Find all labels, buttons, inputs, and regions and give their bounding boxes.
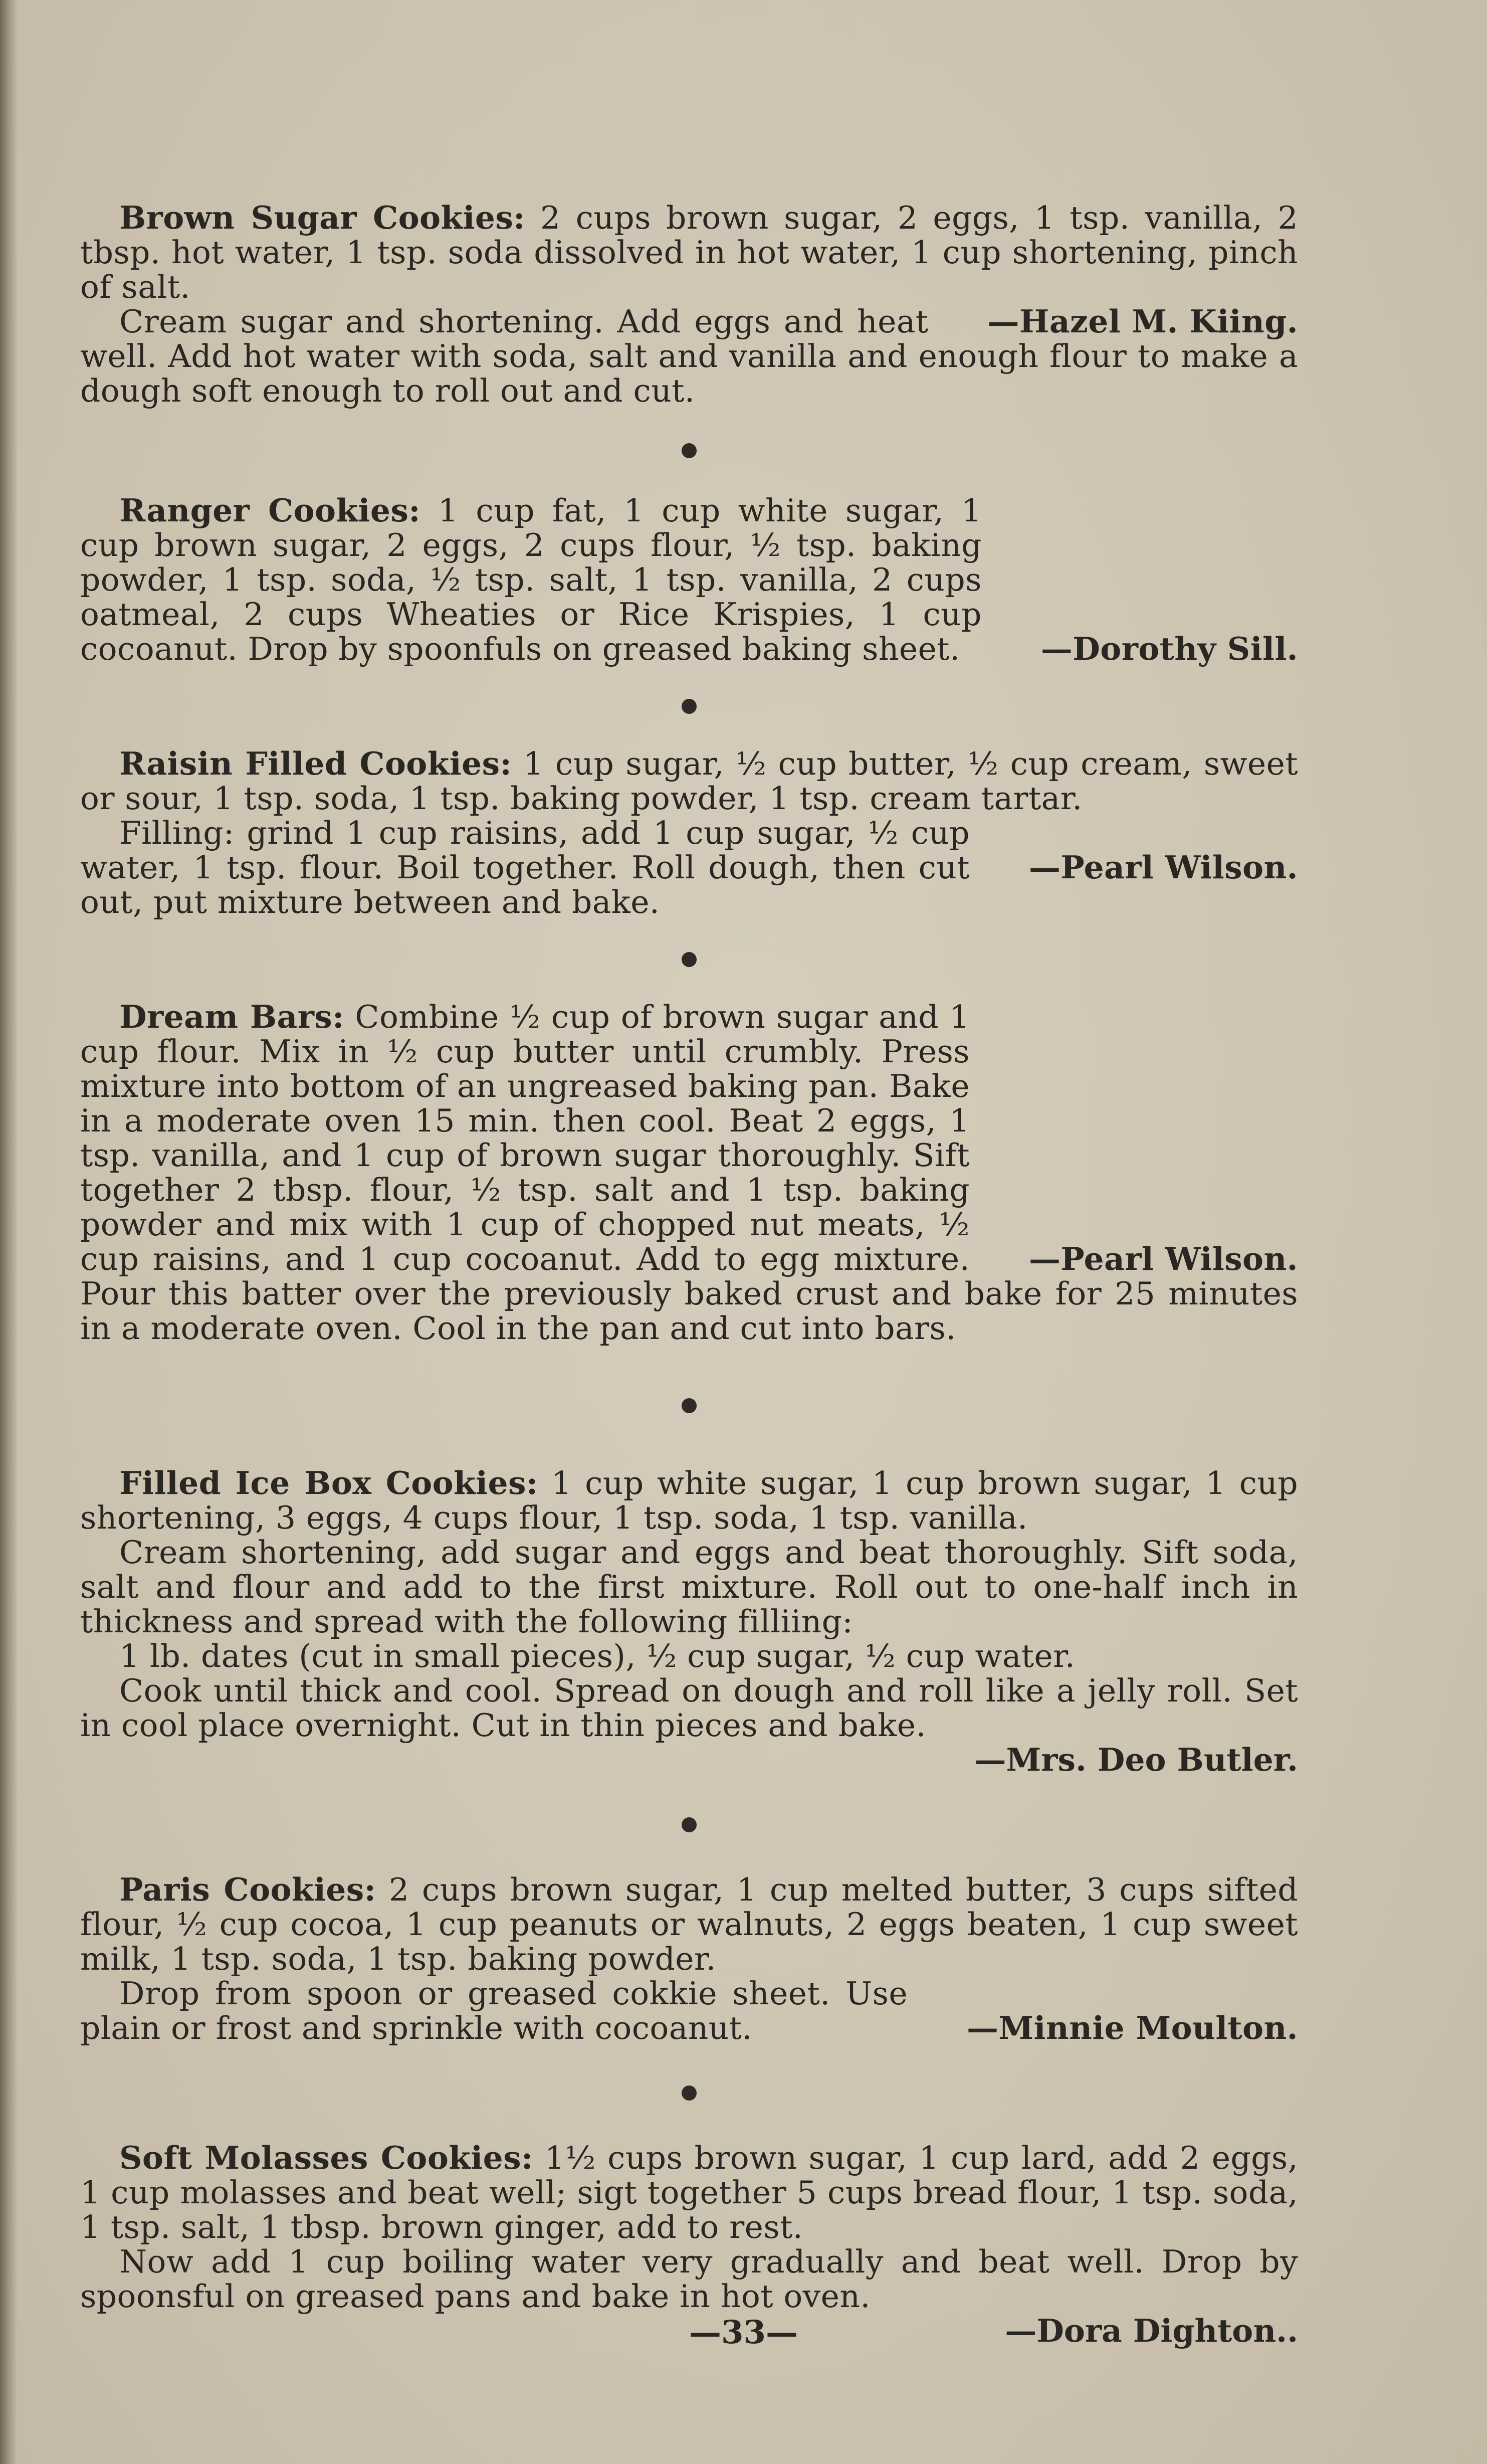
recipe-author: —Dorothy Sill. xyxy=(1040,630,1298,667)
recipe-ingredients: Soft Molasses Cookies: 1½ cups brown sugar, 1 cup lard, add 2 eggs, 1 cup molasses and beat well; sigt together 5 cups bread flour, 1 tsp. soda, 1 tsp. salt, 1 tbsp. brown ginger, add to rest. xyxy=(80,2139,1298,2245)
recipe-title: Filled Ice Box Cookies: xyxy=(119,1464,538,1501)
recipe-author: —Pearl Wilson. xyxy=(1029,849,1298,886)
recipe-ingredients: —Pearl Wilson. Dream Bars: Combine ½ cup of brown sugar and 1 cup flour. Mix in ½ cup butter until crumbly. Press mixture into bottom of an ungreased baking pan. Bake in a moderate oven 15 min. then cool. Beat 2 eggs, 1 tsp. vanilla, and 1 cup of brown sugar thoroughly. Sift together 2 tbsp. flour, ½ tsp. salt and 1 tsp. baking powder and mix with 1 cup of chopped nut meats, ½ cup raisins, and 1 cup cocoanut. Add to egg mixture. Pour this batter over the previously baked crust and bake for 25 minutes in a moderate oven. Cool in the pan and cut into bars. xyxy=(80,998,1298,1347)
recipe-directions: Now add 1 cup boiling water very gradually and beat well. Drop by spoonsful on greased pans and bake in hot oven. xyxy=(80,2243,1298,2315)
recipe-raisin-filled-cookies xyxy=(80,746,1298,919)
recipe-ingredients: Filled Ice Box Cookies: 1 cup white sugar, 1 cup brown sugar, 1 cup shortening, 3 eggs, 4 cups flour, 1 tsp. soda, 1 tsp. vanilla. xyxy=(80,1464,1298,1536)
recipe-ingredients: Paris Cookies: 2 cups brown sugar, 1 cup melted butter, 3 cups sifted flour, ½ cup cocoa, 1 cup peanuts or walnuts, 2 eggs beaten, 1 cup sweet milk, 1 tsp. soda, 1 tsp. baking powder. xyxy=(80,1871,1298,1977)
recipe-divider xyxy=(80,1346,1298,1466)
recipe-divider xyxy=(80,919,1298,1000)
recipe-directions: —Pearl Wilson. Filling: grind 1 cup raisins, add 1 cup sugar, ½ cup water, 1 tsp. flour. Boil together. Roll dough, then cut out, put mixture between and bake. xyxy=(80,815,1298,920)
recipe-divider xyxy=(80,408,1298,493)
page-number: —33— xyxy=(689,2314,798,2351)
recipe-title: Soft Molasses Cookies: xyxy=(119,2139,533,2176)
recipe-directions: —Hazel M. Kiing. Cream sugar and shortening. Add eggs and heat well. Add hot water with soda, salt and vanilla and enough flour to make a dough soft enough to roll out and cut. xyxy=(80,303,1298,409)
recipe-brown-sugar-cookies xyxy=(80,201,1298,408)
recipe-ranger-cookies xyxy=(80,493,1298,666)
recipe-directions: —Minnie Moulton. Drop from spoon or greased cokkie sheet. Use plain or frost and sprinkle with cocoanut. xyxy=(80,1975,1298,2046)
recipe-list xyxy=(80,201,1298,2348)
bullet-dot-icon xyxy=(682,443,697,458)
recipe-author: —Pearl Wilson. xyxy=(1029,1240,1298,1277)
bullet-dot-icon xyxy=(682,952,697,967)
recipe-dream-bars xyxy=(80,1000,1298,1346)
recipe-author: —Hazel M. Kiing. xyxy=(987,303,1298,340)
recipe-title: Brown Sugar Cookies: xyxy=(119,199,525,236)
recipe-author: —Mrs. Deo Butler. xyxy=(974,1741,1298,1778)
recipe-ingredients: —Dorothy Sill. Ranger Cookies: 1 cup fat, 1 cup white sugar, 1 cup brown sugar, 2 eggs, 2 cups flour, ½ tsp. baking powder, 1 tsp. soda, ½ tsp. salt, 1 tsp. vanilla, 2 cups oatmeal, 2 cups Wheaties or Rice Krispies, 1 cup cocoanut. Drop by spoonfuls on greased baking sheet. xyxy=(80,492,1298,667)
recipe-title: Ranger Cookies: xyxy=(119,492,420,529)
book-spine-shadow xyxy=(0,0,17,2464)
recipe-divider xyxy=(80,2045,1298,2141)
recipe-title: Raisin Filled Cookies: xyxy=(119,745,512,782)
recipe-ingredients: Brown Sugar Cookies: 2 cups brown sugar, 2 eggs, 1 tsp. vanilla, 2 tbsp. hot water, 1 tsp. soda dissolved in hot water, 1 cup shortening, pinch of salt. xyxy=(80,199,1298,305)
recipe-ingredients: Raisin Filled Cookies: 1 cup sugar, ½ cup butter, ½ cup cream, sweet or sour, 1 tsp. soda, 1 tsp. baking powder, 1 tsp. cream tartar. xyxy=(80,745,1298,817)
bullet-dot-icon xyxy=(682,1398,697,1413)
recipe-author: —Dora Dighton.. xyxy=(1005,2312,1298,2349)
recipe-author: —Minnie Moulton. xyxy=(967,2009,1298,2046)
recipe-paris-cookies xyxy=(80,1872,1298,2045)
bullet-dot-icon xyxy=(682,2086,697,2101)
recipe-directions: 1 lb. dates (cut in small pieces), ½ cup sugar, ½ cup water. xyxy=(119,1638,1076,1674)
recipe-divider xyxy=(80,1777,1298,1872)
recipe-directions: Cream shortening, add sugar and eggs and beat thoroughly. Sift soda, salt and flour and add to the first mixture. Roll out to one-half inch in thickness and spread with the following filliing: xyxy=(80,1534,1298,1640)
bullet-dot-icon xyxy=(682,1817,697,1832)
recipe-title: Dream Bars: xyxy=(119,998,344,1035)
recipe-directions: Cook until thick and cool. Spread on dough and roll like a jelly roll. Set in cool place overnight. Cut in thin pieces and bake. xyxy=(80,1672,1298,1744)
bullet-dot-icon xyxy=(682,699,697,714)
recipe-title: Paris Cookies: xyxy=(119,1871,376,1908)
recipe-filled-ice-box-cookies xyxy=(80,1466,1298,1777)
recipe-divider xyxy=(80,666,1298,746)
